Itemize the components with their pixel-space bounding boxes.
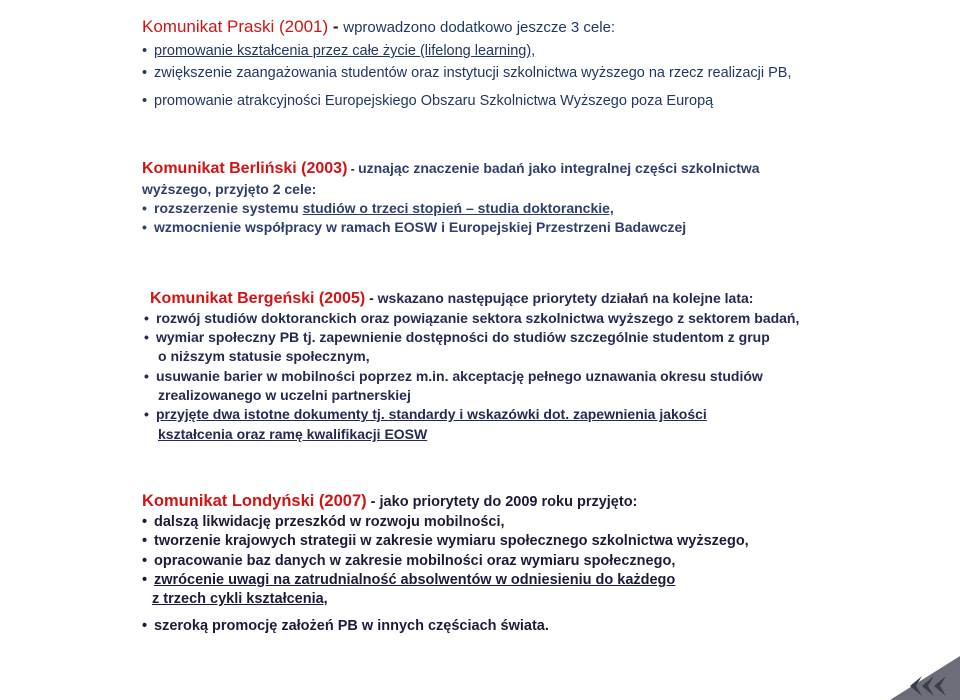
londynski-dash: -	[366, 494, 380, 510]
list-item	[142, 92, 713, 110]
bergenski-item-1: rozwój studiów doktoranckich oraz powiązanie sektora szkolnictwa wyższego z sektorem badań,	[156, 310, 800, 326]
bullet: •	[142, 93, 148, 109]
berlinski-item-2: wzmocnienie współpracy w ramach EOSW i Europejskiej Przestrzeni Badawczej	[154, 219, 687, 235]
bullet: •	[142, 533, 148, 549]
bergenski-item-4b-text: kształcenia oraz ramę kwalifikacji EOSW	[158, 426, 428, 442]
list-item	[142, 199, 614, 217]
list-item	[142, 218, 686, 236]
bullet: •	[142, 219, 147, 235]
bergenski-intro: wskazano następujące priorytety działań na kolejne lata:	[377, 290, 754, 306]
bergenski-item-2b: o niższym statusie społecznym,	[158, 348, 370, 364]
londynski-heading	[142, 492, 637, 511]
bergenski-item-3a: usuwanie barier w mobilności poprzez m.in. akceptację pełnego uznawania okresu studiów	[156, 368, 763, 384]
praski-heading	[142, 18, 615, 37]
list-item	[142, 42, 535, 60]
list-item	[144, 328, 770, 346]
list-item	[144, 309, 799, 327]
bullet: •	[144, 329, 149, 345]
praski-item-1: promowanie kształcenia przez całe życie (lifelong learning),	[154, 43, 536, 59]
berlinski-title: Komunikat Berliński (2003)	[142, 160, 348, 177]
bullet: •	[142, 514, 148, 530]
praski-dash: -	[328, 17, 344, 36]
bullet: •	[142, 65, 148, 81]
corner-arrows-icon	[890, 656, 960, 700]
berlinski-item-1b: studiów o trzeci stopień – studia doktoranckie,	[302, 200, 614, 216]
bergenski-dash: -	[365, 290, 378, 306]
londynski-item-4b	[152, 590, 328, 608]
londynski-item-5: szeroką promocję założeń PB w innych częściach świata.	[154, 618, 549, 634]
berlinski-dash: -	[347, 162, 359, 176]
londynski-item-4a: zwrócenie uwagi na zatrudnialność absolwentów w odniesieniu do każdego	[154, 572, 676, 588]
list-item	[142, 532, 749, 550]
berlinski-intro-1: uznając znaczenie badań jako integralnej części szkolnictwa	[358, 160, 760, 176]
bullet: •	[144, 406, 149, 422]
bullet: •	[142, 572, 148, 588]
bergenski-item-4a: przyjęte dwa istotne dokumenty tj. standardy i wskazówki dot. zapewnienia jakości	[156, 406, 707, 422]
bullet: •	[142, 43, 148, 59]
bergenski-heading	[150, 289, 753, 308]
londynski-title: Komunikat Londyński (2007)	[142, 492, 367, 510]
londynski-intro: jako priorytety do 2009 roku przyjęto:	[379, 494, 638, 510]
list-item	[144, 367, 763, 385]
list-item	[142, 64, 791, 82]
londynski-item-1: dalszą likwidację przeszkód w rozwoju mobilności,	[154, 514, 505, 530]
bullet: •	[142, 553, 148, 569]
praski-title: Komunikat Praski (2001)	[142, 17, 329, 36]
praski-item-3: promowanie atrakcyjności Europejskiego Obszaru Szkolnictwa Wyższego poza Europą	[154, 93, 714, 109]
bergenski-item-4b	[158, 425, 427, 443]
bergenski-title: Komunikat Bergeński (2005)	[150, 290, 366, 307]
bergenski-item-2a: wymiar społeczny PB tj. zapewnienie dostępności do studiów szczególnie studentom z grup	[156, 329, 770, 345]
list-item	[142, 617, 549, 635]
bullet: •	[144, 310, 149, 326]
list-item	[142, 552, 675, 570]
list-item	[144, 405, 707, 423]
londynski-item-2: tworzenie krajowych strategii w zakresie wymiaru społecznego szkolnictwa wyższego,	[154, 533, 749, 549]
londynski-item-4b-text: z trzech cykli kształcenia,	[152, 591, 328, 607]
bullet: •	[142, 200, 147, 216]
praski-intro: wprowadzono dodatkowo jeszcze 3 cele:	[343, 19, 616, 36]
list-item	[142, 571, 675, 589]
berlinski-heading	[142, 159, 760, 178]
berlinski-intro-2: wyższego, przyjęto 2 cele:	[142, 181, 317, 197]
londynski-item-3: opracowanie baz danych w zakresie mobilności oraz wymiaru społecznego,	[154, 553, 676, 569]
bergenski-item-3b: zrealizowanego w uczelni partnerskiej	[158, 387, 411, 403]
bullet: •	[144, 368, 149, 384]
praski-item-2: zwiększenie zaangażowania studentów oraz instytucji szkolnictwa wyższego na rzecz realizacji PB,	[154, 65, 792, 81]
berlinski-item-1a: rozszerzenie systemu	[154, 200, 303, 216]
list-item	[142, 513, 505, 531]
bullet: •	[142, 618, 148, 634]
